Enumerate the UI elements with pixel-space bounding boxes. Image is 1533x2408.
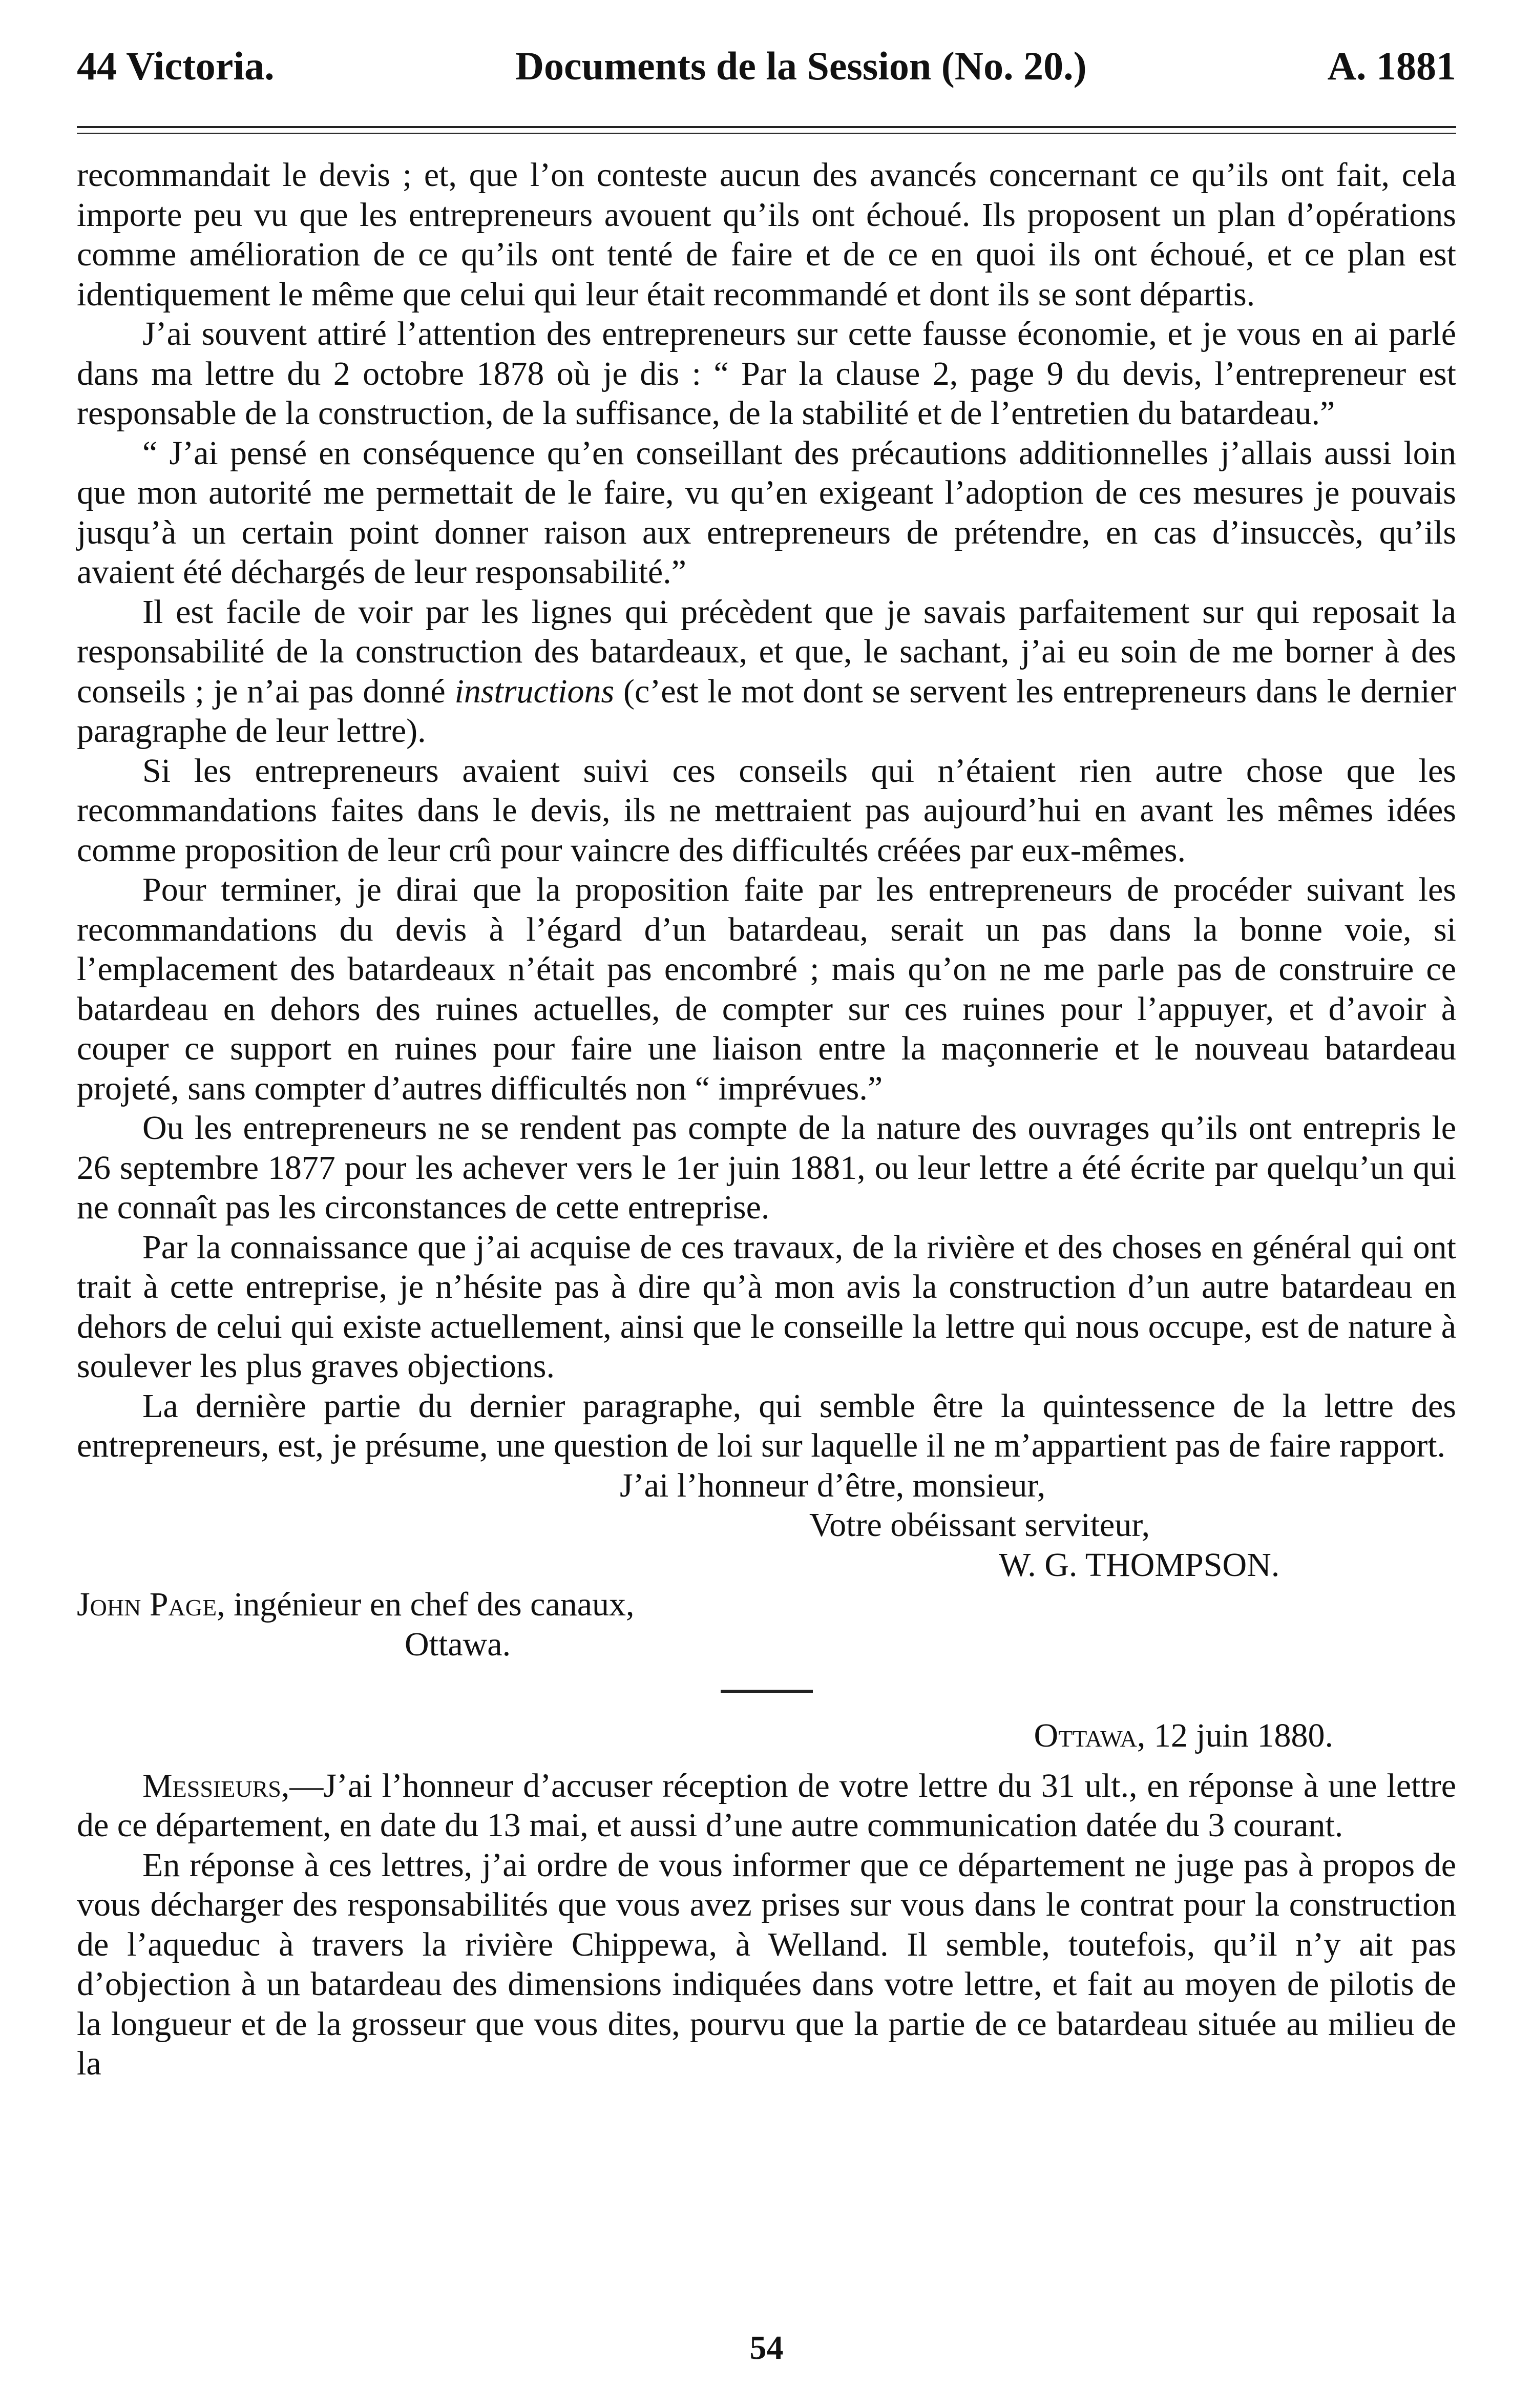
salutation: Messieurs <box>142 1767 281 1804</box>
dateline-date: , 12 juin 1880. <box>1137 1717 1333 1754</box>
paragraph-text: Il est facile de voir par les lignes qui précèdent que je savais parfaitement sur qui reposait la responsabilité de la construction des batardeaux, et que, le sachant, j’ai eu soin de me borner à des conseils ; je n’ai pas donné <box>77 593 1456 710</box>
letter-thompson <box>77 155 1456 1466</box>
paragraph: Pour terminer, je dirai que la proposition faite par les entrepreneurs de procéder suivant les recommandations du devis à l’égard d’un batardeau, serait un pas dans la bonne voie, si l’emplacement des batardeaux n’était pas encombré ; mais qu’on ne me parle pas de construire ce batardeau en dehors des ruines actuelles, de compter sur ces ruines pour l’appuyer, et d’avoir à couper ce support en ruines pour faire une liaison entre la maçonnerie et le nouveau batardeau projeté, sans compter d’autres difficultés non “ imprévues.” <box>77 871 1456 1107</box>
signature: W. G. THOMPSON. <box>999 1546 1280 1584</box>
header-year: A. 1881 <box>1327 44 1456 88</box>
header-title: Documents de la Session (No. 20.) <box>515 44 1087 88</box>
dateline-place: Ottawa <box>1034 1717 1137 1754</box>
paragraph: J’ai souvent attiré l’attention des entrepreneurs sur cette fausse économie, et je vous en ai parlé dans ma lettre du 2 octobre 1878 où je dis : “ Par la clause 2, page 9 du devis, l’entrepreneur est responsable de la construction, de la suffisance, de la stabilité et de l’entretien du batardeau.” <box>77 315 1456 432</box>
paragraph: “ J’ai pensé en conséquence qu’en conseillant des précautions additionnelles j’allais aussi loin que mon autorité me permettait de le faire, vu qu’en exigeant l’adoption de ces mesures je pouvais jusqu’à un certain point donner raison aux entrepreneurs de prétendre, en cas d’insuccès, qu’ils avaient été déchargés de leur responsabilité.” <box>77 434 1456 591</box>
addressee-city: Ottawa. <box>405 1625 511 1663</box>
dateline <box>77 1716 1456 1756</box>
section-separator <box>721 1690 813 1693</box>
header-double-rule <box>77 126 1456 134</box>
header-volume: 44 Victoria. <box>77 44 275 88</box>
addressee-name: John Page <box>77 1586 217 1623</box>
paragraph <box>77 1766 1456 1845</box>
page-number: 54 <box>749 2329 784 2367</box>
paragraph <box>77 592 1456 751</box>
italic-word: instructions <box>454 672 615 710</box>
closing-line: J’ai l’honneur d’être, monsieur, <box>620 1466 1046 1504</box>
letter-closing <box>77 1466 1456 1585</box>
paragraph: La dernière partie du dernier paragraphe, qui semble être la quintessence de la lettre des entrepreneurs, est, je présume, une question de loi sur laquelle il ne m’appartient pas de faire rapport. <box>77 1387 1456 1464</box>
letter-department <box>77 1766 1456 2084</box>
paragraph: Ou les entrepreneurs ne se rendent pas compte de la nature des ouvrages qu’ils ont entrepris le 26 septembre 1877 pour les achever vers le 1er juin 1881, ou leur lettre a été écrite par quelqu’un qui ne connaît pas les circonstances de cette entreprise. <box>77 1109 1456 1226</box>
addressee-line <box>77 1585 1456 1625</box>
running-header <box>77 46 1456 86</box>
paragraph: En réponse à ces lettres, j’ai ordre de vous informer que ce département ne juge pas à propos de vous décharger des responsabilités que vous avez prises sur vous dans le contrat pour la construction de l’aqueduc à travers la rivière Chippewa, à Welland. Il semble, toutefois, qu’il n’y ait pas d’objection à un batardeau des dimensions indiquées dans votre lettre, et fait au moyen de pilotis de la longueur et de la grosseur que vous dites, pourvu que la partie de ce batardeau située au milieu de la <box>77 1846 1456 2082</box>
paragraph-text: (c’est le mot dont se servent les entrepreneurs dans le dernier paragraphe de leur lettre). <box>77 672 1457 750</box>
paragraph-text: ,—J’ai l’honneur d’accuser réception de votre lettre du 31 ult., en réponse à une lettre de ce département, en date du 13 mai, et aussi d’une autre communication datée du 3 courant. <box>77 1767 1456 1844</box>
paragraph: recommandait le devis ; et, que l’on conteste aucun des avancés concernant ce qu’ils ont fait, cela importe peu vu que les entrepreneurs avouent qu’ils ont échoué. Ils proposent un plan d’opérations comme amélioration de ce qu’ils ont tenté de faire et de ce en quoi ils ont échoué, et ce plan est identiquement le même que celui qui leur était recommandé et dont ils se sont départis. <box>77 156 1456 313</box>
addressee-block <box>77 1585 1456 1664</box>
addressee-title: , ingénieur en chef des canaux, <box>217 1586 635 1623</box>
paragraph: Si les entrepreneurs avaient suivi ces conseils qui n’étaient rien autre chose que les recommandations faites dans le devis, ils ne mettraient pas aujourd’hui en avant les mêmes idées comme proposition de leur crû pour vaincre des difficultés créées par eux-mêmes. <box>77 752 1456 869</box>
closing-line: Votre obéissant serviteur, <box>809 1506 1150 1544</box>
paragraph: Par la connaissance que j’ai acquise de ces travaux, de la rivière et des choses en général qui ont trait à cette entreprise, je n’hésite pas à dire qu’à mon avis la construction d’un autre batardeau en dehors de celui qui existe actuellement, ainsi que le conseille la lettre qui nous occupe, est de nature à soulever les plus graves objections. <box>77 1228 1456 1385</box>
